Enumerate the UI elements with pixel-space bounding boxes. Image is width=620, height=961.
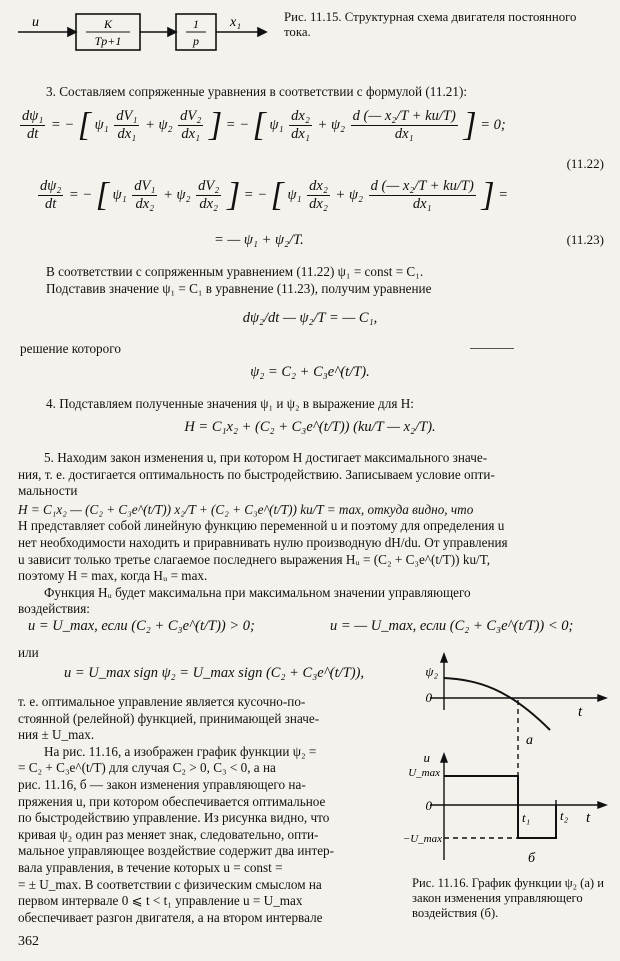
word-or: или	[18, 645, 39, 660]
function-line: воздействия:	[18, 601, 90, 617]
block-diagram	[18, 8, 268, 58]
text-line: мальное управляющее воздействие содержит два интер-	[18, 843, 335, 859]
fig-11-16-caption: Рис. 11.16. График функции ψ₂ (а) и закон изменения управляющего воздействия (б).	[412, 876, 604, 920]
psi2-axis-label: ψ₂	[425, 664, 438, 679]
block1-denominator: Tp+1	[94, 34, 122, 48]
t1-label: t₁	[522, 810, 531, 825]
text-line: ния ± U_max.	[18, 727, 95, 743]
step-5-line: нет необходимости находить и приравнивать нулю производную dH/du. От управления	[18, 534, 508, 550]
text-line: = ± U_max. В соответствии с физическим смыслом на	[18, 876, 322, 892]
step-4-text: 4. Подставляем полученные значения ψ₁ и ψ₂ в выражение для H:	[46, 396, 414, 411]
equation-label-11-22: (11.22)	[566, 156, 604, 171]
zero-label-a: 0	[425, 690, 432, 705]
condition-positive: u = U_max, если (C₂ + C₃e^(t/T)) > 0;	[28, 618, 255, 634]
text-line: рис. 11.16, б — закон изменения управляющего на-	[18, 776, 306, 792]
t-axis-label-a: t	[578, 704, 583, 720]
t-axis-label-b: t	[586, 810, 591, 826]
equation-psi2-solution: ψ₂ = C₂ + C₃e^(t/T).	[250, 364, 370, 380]
equation-label-11-23: (11.23)	[566, 232, 604, 247]
diagram-output-label: x₁	[230, 15, 242, 30]
step-5-block	[18, 450, 608, 618]
step-5-line: H представляет собой линейную функцию переменной u и поэтому для определения u	[18, 518, 505, 534]
u-axis-label: u	[423, 750, 430, 765]
step-5-line: 5. Находим закон изменения u, при котором H достигает максимального значе-	[44, 450, 488, 465]
text-line: обеспечивает разгон двигателя, а на втором интервале	[18, 909, 323, 925]
paragraph-solution: решение которого	[20, 341, 121, 356]
paragraph-substitute: Подставив значение ψ₁ = C₁ в уравнение (11.23), получим уравнение	[46, 281, 432, 296]
page-number: 362	[18, 934, 39, 949]
text-line: вала управления, в течение которых u = const =	[18, 859, 283, 875]
step-5-line: u зависит только третье слагаемое последнего выражения Hᵤ = (C₂ + C₃e^(t/T)) ku/T,	[18, 551, 491, 567]
text-line: т. е. оптимальное управление является кусочно-по-	[18, 694, 306, 709]
block2-numerator: 1	[193, 17, 199, 31]
equation-11-23-line2: = — ψ₁ + ψ₂/T.	[214, 232, 304, 248]
panel-label-a: а	[526, 733, 533, 748]
step-5-line: H = C₁x₂ — (C₂ + C₃e^(t/T)) x₂/T + (C₂ + C₃e^(t/T)) ku/T = max, откуда видно, что	[18, 501, 474, 517]
block1-numerator: K	[103, 17, 113, 31]
text-line: На рис. 11.16, а изображен график функции ψ₂ =	[44, 743, 317, 759]
step-5-line: мальности	[18, 483, 78, 499]
equation-hamiltonian: H = C₁x₂ + (C₂ + C₃e^(t/T)) (ku/T — x₂/T).	[184, 419, 436, 435]
zero-label-b: 0	[425, 798, 432, 813]
equation-dpsi2: dψ₂/dt — ψ₂/T = — C₁,	[242, 310, 378, 326]
left-column-text	[18, 694, 398, 926]
condition-negative: u = — U_max, если (C₂ + C₃e^(t/T)) < 0;	[330, 618, 574, 634]
paragraph-const: В соответствии с сопряженным уравнением (11.22) ψ₁ = const = C₁.	[46, 264, 424, 279]
block2-denominator: p	[193, 34, 199, 48]
margin-line	[470, 348, 514, 349]
function-line: Функция Hᵤ будет максимальна при максимальном значении управляющего	[44, 584, 471, 600]
equation-sign: u = U_max sign ψ₂ = U_max sign (C₂ + C₃e^(t/T)),	[64, 665, 365, 681]
diagram-input-label: u	[32, 15, 39, 30]
equation-11-22: $\frac{\text{dψ₁}}{dt}$ = − [ ψ₁ $\frac{\text{dV₁}}{\text{dx₁}}$ + ψ₂ $\frac{\text{dV₂}}{\text{dx₁}}$ ] = − [ ψ₁ $\frac{\text{dx₂}}{\text{dx₁}}$ + ψ₂ $\frac{\text{d (— x₂/T + ku/T)}}{\text{dx₁}}$ ] = 0;	[22, 106, 506, 144]
text-line: = C₂ + C₃e^(t/T) для случая C₂ > 0, C₃ < 0, а на	[18, 760, 276, 776]
step-5-line: поэтому H = max, когда Hᵤ = max.	[18, 568, 208, 584]
t2-label: t₂	[560, 808, 569, 823]
fig-11-15-caption: Рис. 11.15. Структурная схема двигателя постоянного тока.	[284, 10, 577, 39]
equation-11-23: $\frac{\text{dψ₂}}{dt}$ = − [ ψ₁ $\frac{\text{dV₁}}{\text{dx₂}}$ + ψ₂ $\frac{\text{dV₂}}{\text{dx₂}}$ ] = − [ ψ₁ $\frac{\text{dx₂}}{\text{dx₂}}$ + ψ₂ $\frac{\text{d (— x₂/T + ku/T)}}{\text{dx₁}}$ ] =	[40, 176, 509, 214]
step-5-line: ния, т. е. достигается оптимальность по быстродействию. Записываем условие опти-	[18, 466, 495, 482]
eq1122-lhs: $\frac{\text{dψ₁}}{dt}$	[22, 108, 44, 142]
text-line: первом интервале 0 ⩽ t < t₁ управление u = U_max	[18, 893, 303, 909]
step-3-text: 3. Составляем сопряженные уравнения в соответствии с формулой (11.21):	[46, 84, 468, 99]
text-line: стоянной (релейной) функцией, принимающей значе-	[18, 710, 320, 726]
text-line: по быстродействию управление. Из рисунка видно, что	[18, 810, 330, 826]
fig-11-16-graph	[402, 650, 618, 872]
neg-umax-label: −U_max	[402, 833, 442, 845]
umax-label: U_max	[408, 767, 440, 779]
text-line: пряжения u, при котором обеспечивается оптимальное	[18, 793, 326, 809]
text-line: кривая ψ₂ один раз меняет знак, следовательно, опти-	[18, 826, 319, 842]
panel-label-b: б	[528, 851, 536, 866]
